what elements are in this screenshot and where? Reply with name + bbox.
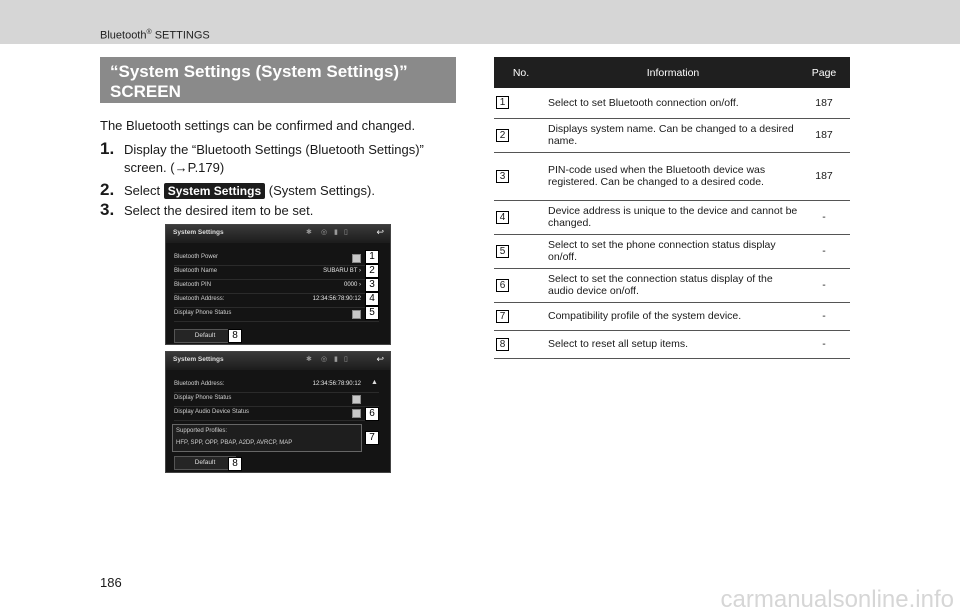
battery-icon: ▯ [344, 356, 348, 363]
row-bluetooth-address: Bluetooth Address: 12:34:56:78:90:12 [174, 378, 379, 393]
table-row: 4 Device address is unique to the device and cannot be changed. - [494, 200, 850, 234]
section-heading: “System Settings (System Settings)” SCREEN [100, 57, 456, 103]
header-bar [0, 0, 960, 44]
callout-6: 6 [365, 407, 379, 421]
screen-system-settings-1 [165, 224, 391, 345]
table-row: 6 Select to set the connection status display of the audio device on/off. - [494, 268, 850, 302]
header-title: Bluetooth® SETTINGS [100, 29, 210, 42]
system-settings-chip: System Settings [164, 183, 265, 199]
supported-profiles-box: Supported Profiles: HFP, SPP, OPP, PBAP, A2DP, AVRCP, MAP [172, 424, 362, 452]
callout-8: 8 [228, 329, 242, 343]
page-number: 186 [100, 575, 122, 590]
step-2: 2. Select System Settings (System Settings). [100, 180, 375, 199]
callout-5: 5 [365, 306, 379, 320]
callout-3: 3 [365, 278, 379, 292]
battery-icon: ▯ [344, 229, 348, 236]
default-button[interactable]: Default [174, 456, 236, 470]
callout-8: 8 [228, 457, 242, 471]
bluetooth-icon: ✱ [306, 356, 312, 363]
default-button[interactable]: Default [174, 329, 236, 343]
intro-text: The Bluetooth settings can be confirmed and changed. [100, 118, 416, 133]
row-bluetooth-pin[interactable]: Bluetooth PIN 0000 › [174, 279, 379, 294]
screen-title: System Settings [173, 229, 224, 236]
gps-icon: ◎ [321, 229, 328, 236]
callout-2: 2 [365, 264, 379, 278]
step-1: 1. Display the “Bluetooth Settings (Bluetooth Settings)” screen. (→P.179) [100, 139, 424, 175]
watermark: carmanualsonline.info [720, 586, 954, 613]
row-bluetooth-address: Bluetooth Address: 12:34:56:78:90:12 [174, 293, 379, 308]
checkbox[interactable] [352, 310, 361, 319]
callout-4: 4 [365, 292, 379, 306]
step-3: 3. Select the desired item to be set. [100, 200, 314, 219]
table-row: 1 Select to set Bluetooth connection on/off. 187 [494, 88, 850, 118]
table-row: 7 Compatibility profile of the system device. - [494, 302, 850, 330]
table-row: 5 Select to set the phone connection status display on/off. - [494, 234, 850, 268]
table-header: No. Information Page [494, 57, 850, 88]
table-row: 3 PIN-code used when the Bluetooth device was registered. Can be changed to a desired code. 187 [494, 152, 850, 200]
row-display-phone-status[interactable]: Display Phone Status [174, 307, 379, 322]
signal-icon: ▮ [334, 356, 338, 363]
checkbox[interactable] [352, 395, 361, 404]
gps-icon: ◎ [321, 356, 328, 363]
back-icon[interactable]: ↩ [376, 227, 384, 237]
info-table [494, 57, 850, 359]
callout-7: 7 [365, 431, 379, 445]
row-bluetooth-power[interactable]: Bluetooth Power [174, 251, 379, 266]
row-display-phone-status[interactable]: Display Phone Status [174, 392, 379, 407]
back-icon[interactable]: ↩ [376, 354, 384, 364]
row-display-audio-device-status[interactable]: Display Audio Device Status [174, 406, 379, 421]
bluetooth-icon: ✱ [306, 229, 312, 236]
checkbox[interactable] [352, 254, 361, 263]
callout-1: 1 [365, 250, 379, 264]
screen-header [166, 352, 390, 370]
table-row: 8 Select to reset all setup items. - [494, 330, 850, 358]
checkbox[interactable] [352, 409, 361, 418]
screen-system-settings-2 [165, 351, 391, 473]
row-bluetooth-name[interactable]: Bluetooth Name SUBARU BT › [174, 265, 379, 280]
table-row: 2 Displays system name. Can be changed to a desired name. 187 [494, 118, 850, 152]
scroll-up-icon[interactable]: ▲ [371, 379, 378, 386]
signal-icon: ▮ [334, 229, 338, 236]
screen-title: System Settings [173, 356, 224, 363]
screen-header [166, 225, 390, 243]
